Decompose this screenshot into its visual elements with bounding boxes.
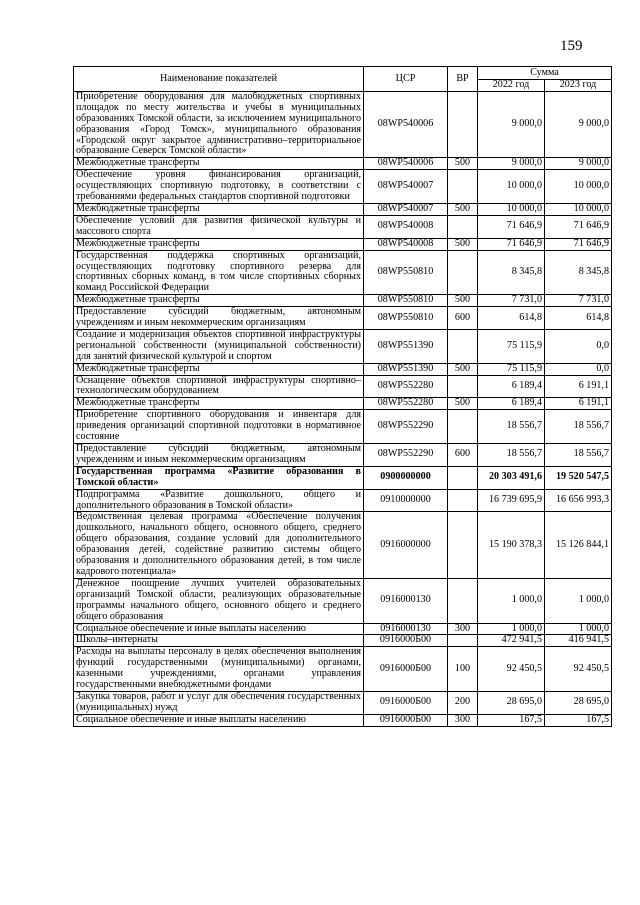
cell-csr: 08WP550810 <box>364 250 448 295</box>
table-row <box>74 375 612 398</box>
cell-name: Межбюджетные трансферты <box>74 158 364 170</box>
cell-name: Приобретение спортивного оборудования и инвентаря для приведения организаций спортивной подготовки в нормативное состояние <box>74 410 364 444</box>
cell-vr <box>448 170 478 204</box>
cell-csr: 0916000Б00 <box>364 714 448 726</box>
cell-vr <box>448 250 478 295</box>
cell-csr: 0900000000 <box>364 466 448 489</box>
cell-name: Обеспечение уровня финансирования организаций, осуществляющих спортивную подготовку, в соответствии с требованиями федеральных стандартов спортивной подготовки <box>74 170 364 204</box>
table-row <box>74 170 612 204</box>
cell-csr: 08WP540006 <box>364 91 448 157</box>
cell-name: Государственная поддержка спортивных организаций, осуществляющих подготовку спортивного резерва для спортивных сборных команд, в том числе спортивных сборных команд Российской Федерации <box>74 250 364 295</box>
table-row <box>74 714 612 726</box>
header-sum: Сумма <box>478 67 612 80</box>
cell-sum-2023: 10 000,0 <box>545 203 612 215</box>
cell-csr: 08WP540006 <box>364 158 448 170</box>
cell-sum-2022: 16 739 695,9 <box>478 489 545 512</box>
table-row <box>74 203 612 215</box>
cell-vr: 600 <box>448 444 478 467</box>
cell-sum-2022: 15 190 378,3 <box>478 512 545 578</box>
cell-vr <box>448 375 478 398</box>
table-row <box>74 215 612 238</box>
cell-vr: 500 <box>448 158 478 170</box>
cell-sum-2023: 18 556,7 <box>545 410 612 444</box>
cell-name: Межбюджетные трансферты <box>74 203 364 215</box>
cell-csr: 08WP552290 <box>364 410 448 444</box>
table-row <box>74 158 612 170</box>
cell-name: Государственная программа «Развитие образования в Томской области» <box>74 466 364 489</box>
cell-vr: 100 <box>448 647 478 692</box>
table-row <box>74 250 612 295</box>
cell-sum-2022: 18 556,7 <box>478 444 545 467</box>
cell-sum-2023: 1 000,0 <box>545 578 612 623</box>
cell-sum-2022: 6 189,4 <box>478 375 545 398</box>
cell-sum-2022: 7 731,0 <box>478 295 545 307</box>
cell-sum-2023: 9 000,0 <box>545 158 612 170</box>
cell-name: Предоставление субсидий бюджетным, автономным учреждениям и иным некоммерческим организациям <box>74 444 364 467</box>
cell-name: Социальное обеспечение и иные выплаты населению <box>74 623 364 635</box>
cell-name: Ведомственная целевая программа «Обеспечение получения дошкольного, начального общего, основного общего, среднего общего образования, создание условий для дополнительного образования детей, содействие развитию системы общего образования и дополнительного образования детей, в том числе кадрового потенциала» <box>74 512 364 578</box>
cell-vr: 300 <box>448 623 478 635</box>
cell-sum-2022: 9 000,0 <box>478 91 545 157</box>
cell-sum-2023: 19 520 547,5 <box>545 466 612 489</box>
budget-table <box>73 66 612 727</box>
cell-vr <box>448 635 478 647</box>
cell-sum-2022: 8 345,8 <box>478 250 545 295</box>
cell-name: Создание и модернизация объектов спортивной инфраструктуры региональной собственности (муниципальной собственности) для занятий физической культурой и спортом <box>74 329 364 363</box>
cell-vr: 200 <box>448 691 478 714</box>
table-row <box>74 647 612 692</box>
cell-name: Обеспечение условий для развития физической культуры и массового спорта <box>74 215 364 238</box>
cell-sum-2023: 18 556,7 <box>545 444 612 467</box>
cell-csr: 08WP552290 <box>364 444 448 467</box>
table-row <box>74 329 612 363</box>
cell-sum-2023: 71 646,9 <box>545 238 612 250</box>
cell-csr: 08WP550810 <box>364 295 448 307</box>
cell-sum-2022: 10 000,0 <box>478 203 545 215</box>
cell-sum-2023: 6 191,1 <box>545 375 612 398</box>
cell-csr: 08WP550810 <box>364 307 448 330</box>
cell-vr <box>448 410 478 444</box>
cell-vr: 500 <box>448 203 478 215</box>
cell-vr: 300 <box>448 714 478 726</box>
cell-vr: 500 <box>448 238 478 250</box>
cell-name: Межбюджетные трансферты <box>74 363 364 375</box>
table-row <box>74 295 612 307</box>
cell-sum-2022: 75 115,9 <box>478 363 545 375</box>
cell-sum-2023: 7 731,0 <box>545 295 612 307</box>
table-row <box>74 489 612 512</box>
table-row <box>74 398 612 410</box>
cell-name: Предоставление субсидий бюджетным, автономным учреждениям и иным некоммерческим организациям <box>74 307 364 330</box>
cell-sum-2022: 9 000,0 <box>478 158 545 170</box>
table-row <box>74 444 612 467</box>
cell-sum-2022: 1 000,0 <box>478 623 545 635</box>
cell-sum-2023: 28 695,0 <box>545 691 612 714</box>
cell-csr: 0916000130 <box>364 578 448 623</box>
cell-sum-2022: 71 646,9 <box>478 238 545 250</box>
cell-sum-2023: 1 000,0 <box>545 623 612 635</box>
cell-csr: 08WP540008 <box>364 215 448 238</box>
cell-csr: 0916000Б00 <box>364 647 448 692</box>
cell-csr: 08WP540007 <box>364 170 448 204</box>
table-row <box>74 410 612 444</box>
cell-csr: 08WP540008 <box>364 238 448 250</box>
cell-name: Межбюджетные трансферты <box>74 295 364 307</box>
cell-name: Межбюджетные трансферты <box>74 398 364 410</box>
page-number: 159 <box>560 38 583 54</box>
table-row <box>74 691 612 714</box>
header-year-2022: 2022 год <box>478 80 545 92</box>
cell-sum-2022: 472 941,5 <box>478 635 545 647</box>
cell-csr: 0910000000 <box>364 489 448 512</box>
table-row <box>74 466 612 489</box>
cell-sum-2023: 0,0 <box>545 363 612 375</box>
cell-vr: 500 <box>448 295 478 307</box>
cell-name: Школы–интернаты <box>74 635 364 647</box>
cell-csr: 0916000130 <box>364 623 448 635</box>
cell-csr: 08WP552280 <box>364 375 448 398</box>
cell-sum-2023: 6 191,1 <box>545 398 612 410</box>
cell-name: Расходы на выплаты персоналу в целях обеспечения выполнения функций государственными (муниципальными) органами, казенными учреждениями, органами управления государственными внебюджетными фондами <box>74 647 364 692</box>
cell-sum-2023: 9 000,0 <box>545 91 612 157</box>
cell-sum-2022: 167,5 <box>478 714 545 726</box>
cell-sum-2023: 0,0 <box>545 329 612 363</box>
cell-name: Подпрограмма «Развитие дошкольного, общего и дополнительного образования в Томской области» <box>74 489 364 512</box>
table-row <box>74 363 612 375</box>
header-year-2023: 2023 год <box>545 80 612 92</box>
cell-sum-2022: 20 303 491,6 <box>478 466 545 489</box>
cell-sum-2023: 92 450,5 <box>545 647 612 692</box>
cell-sum-2022: 6 189,4 <box>478 398 545 410</box>
table-row <box>74 578 612 623</box>
cell-sum-2023: 167,5 <box>545 714 612 726</box>
cell-name: Приобретение оборудования для малобюджетных спортивных площадок по месту жительства и учебы в муниципальных образованиях Томской области, за исключением муниципального образования «Город Томск», муниципального образования «Городской округ закрытое административно–территориальное образование Северск Томской области» <box>74 91 364 157</box>
cell-vr <box>448 91 478 157</box>
cell-sum-2022: 92 450,5 <box>478 647 545 692</box>
cell-name: Денежное поощрение лучших учителей образовательных организаций Томской области, реализующих образовательные программы начального общего, основного общего и среднего общего образования <box>74 578 364 623</box>
cell-sum-2022: 28 695,0 <box>478 691 545 714</box>
cell-sum-2022: 18 556,7 <box>478 410 545 444</box>
cell-vr <box>448 489 478 512</box>
cell-sum-2023: 71 646,9 <box>545 215 612 238</box>
cell-sum-2022: 1 000,0 <box>478 578 545 623</box>
table-row <box>74 512 612 578</box>
cell-csr: 08WP552280 <box>364 398 448 410</box>
cell-csr: 0916000000 <box>364 512 448 578</box>
cell-name: Межбюджетные трансферты <box>74 238 364 250</box>
table-row <box>74 623 612 635</box>
cell-csr: 0916000Б00 <box>364 691 448 714</box>
table-row <box>74 635 612 647</box>
cell-sum-2022: 75 115,9 <box>478 329 545 363</box>
cell-vr <box>448 215 478 238</box>
cell-name: Оснащение объектов спортивной инфраструктуры спортивно–технологическим оборудованием <box>74 375 364 398</box>
table-row <box>74 307 612 330</box>
cell-csr: 08WP551390 <box>364 363 448 375</box>
cell-csr: 0916000Б00 <box>364 635 448 647</box>
cell-vr: 600 <box>448 307 478 330</box>
cell-vr: 500 <box>448 363 478 375</box>
cell-sum-2022: 614,8 <box>478 307 545 330</box>
table-row <box>74 91 612 157</box>
cell-sum-2023: 8 345,8 <box>545 250 612 295</box>
cell-sum-2023: 15 126 844,1 <box>545 512 612 578</box>
cell-sum-2022: 10 000,0 <box>478 170 545 204</box>
cell-vr: 500 <box>448 398 478 410</box>
cell-sum-2023: 614,8 <box>545 307 612 330</box>
cell-sum-2022: 71 646,9 <box>478 215 545 238</box>
cell-vr <box>448 466 478 489</box>
cell-name: Закупка товаров, работ и услуг для обеспечения государственных (муниципальных) нужд <box>74 691 364 714</box>
header-csr: ЦСР <box>364 67 448 92</box>
cell-sum-2023: 16 656 993,3 <box>545 489 612 512</box>
cell-sum-2023: 10 000,0 <box>545 170 612 204</box>
cell-csr: 08WP551390 <box>364 329 448 363</box>
table-row <box>74 238 612 250</box>
cell-vr <box>448 512 478 578</box>
header-name: Наименование показателей <box>74 67 364 92</box>
cell-vr <box>448 329 478 363</box>
cell-sum-2023: 416 941,5 <box>545 635 612 647</box>
cell-vr <box>448 578 478 623</box>
header-vr: ВР <box>448 67 478 92</box>
cell-csr: 08WP540007 <box>364 203 448 215</box>
cell-name: Социальное обеспечение и иные выплаты населению <box>74 714 364 726</box>
